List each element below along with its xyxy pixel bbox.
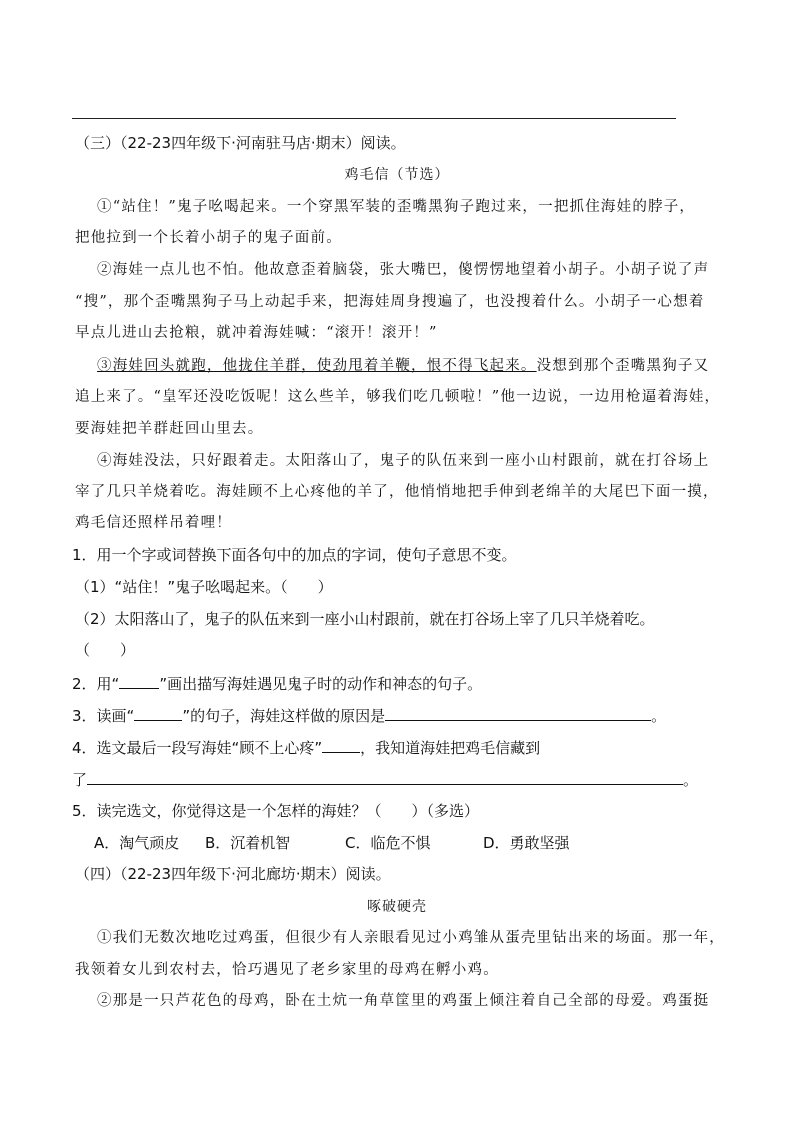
section4-title: 啄破硬壳	[367, 899, 427, 915]
question-3-text-a: 3．读画“	[72, 707, 135, 725]
s4-para1-line2: 我领着女儿到农村去，恰巧遇见了老乡家里的母鸡在孵小鸡。	[75, 962, 499, 978]
section4-header: （四）（22-23四年级下·河北廊坊·期末）阅读。	[75, 865, 391, 883]
s3-para2-line2: “搜”，那个歪嘴黑狗子马上动起手来，把海娃周身搜遍了，也没搜着什么。小胡子一心想着	[75, 294, 705, 310]
question-5-options	[94, 833, 570, 853]
underline-mark-sample	[119, 674, 159, 689]
section3-header: （三）（22-23四年级下·河南驻马店·期末）阅读。	[75, 134, 406, 152]
s4-para1-line1: ①我们无数次地吃过鸡蛋，但很少有人亲眼看见过小鸡雏从蛋壳里钻出来的场面。那一年，	[97, 930, 725, 946]
question-4-continued	[72, 770, 698, 790]
answer-blank[interactable]	[87, 770, 683, 785]
question-2-text-a: 2．用“	[72, 675, 120, 693]
question-2-text-b: ”画出描写海娃遇见鬼子时的动作和神态的句子。	[159, 675, 483, 693]
option-c[interactable]: C．临危不惧	[345, 834, 431, 852]
s3-para3-line1-rest: 没想到那个歪嘴黑狗子又	[536, 358, 710, 374]
s3-para4-line3: 鸡毛信还照样吊着哩！	[75, 515, 232, 531]
question-4-text-b: ，我知道海娃把鸡毛信藏到	[360, 739, 541, 757]
question-3-text-c: 。	[651, 707, 667, 725]
underline-mark-sample	[134, 706, 182, 721]
s3-para2-line3: 早点儿进山去抢粮，就冲着海娃喊：“滚开！滚开！”	[75, 325, 438, 341]
question-4	[72, 738, 540, 758]
s3-para3-line2: 追上来了。“皇军还没吃饭呢！这么些羊，够我们吃几顿啦！”他一边说，一边用枪逼着海娃，	[75, 389, 721, 405]
answer-blank[interactable]	[385, 706, 651, 721]
s3-para4-line1: ④海娃没法，只好跟着走。太阳落山了，鬼子的队伍来到一座小山村跟前，就在打谷场上	[97, 453, 710, 469]
s3-para4-line2: 宰了几只羊烧着吃。海娃顾不上心疼他的羊了，他悄悄地把手伸到老绵羊的大尾巴下面一摸，	[75, 484, 719, 500]
question-5: 5．读完选文，你觉得这是一个怎样的海娃？（ ）（多选）	[72, 802, 480, 820]
question-4-text-c: 了	[72, 771, 88, 789]
s4-para2-line1: ②那是一只芦花色的母鸡，卧在土炕一角草筐里的鸡蛋上倾注着自己全部的母爱。鸡蛋挺	[97, 993, 710, 1009]
header-rule	[72, 118, 676, 119]
s3-para3-line1	[97, 356, 709, 376]
question-3-text-b: ”的句子，海娃这样做的原因是	[182, 707, 386, 725]
option-d[interactable]: D．勇敢坚强	[483, 834, 570, 852]
question-4-text-a: 4．选文最后一段写海娃“顾不上心疼”	[72, 739, 323, 757]
question-2	[72, 674, 482, 694]
option-a[interactable]: A．淘气顽皮	[94, 834, 180, 852]
question-4-text-d: 。	[683, 771, 699, 789]
question-1-1: （1）“站住！”鬼子吆喝起来。（ ）	[75, 578, 333, 596]
s3-para1-line1: ①“站住！”鬼子吆喝起来。一个穿黑军装的歪嘴黑狗子跑过来，一把抓住海娃的脖子，	[97, 199, 696, 215]
s3-para3-line3: 要海娃把羊群赶回山里去。	[75, 421, 264, 437]
question-1-2: （2）太阳落山了，鬼子的队伍来到一座小山村跟前，就在打谷场上宰了几只羊烧着吃。	[75, 610, 655, 628]
s3-para1-line2: 把他拉到一个长着小胡子的鬼子面前。	[75, 230, 342, 246]
question-1: 1．用一个字或词替换下面各句中的加点的字词，使句子意思不变。	[72, 546, 517, 564]
question-3	[72, 706, 666, 726]
question-1-2-answer: （ ）	[75, 641, 136, 659]
answer-blank[interactable]	[322, 738, 360, 753]
underlined-sentence: ③海娃回头就跑，他拢住羊群，使劲甩着羊鞭，恨不得飞起来。	[97, 358, 537, 374]
section3-title: 鸡毛信（节选）	[344, 167, 450, 183]
s3-para2-line1: ②海娃一点儿也不怕。他故意歪着脑袋，张大嘴巴，傻愣愣地望着小胡子。小胡子说了声	[97, 262, 710, 278]
option-b[interactable]: B．沉着机智	[205, 834, 291, 852]
